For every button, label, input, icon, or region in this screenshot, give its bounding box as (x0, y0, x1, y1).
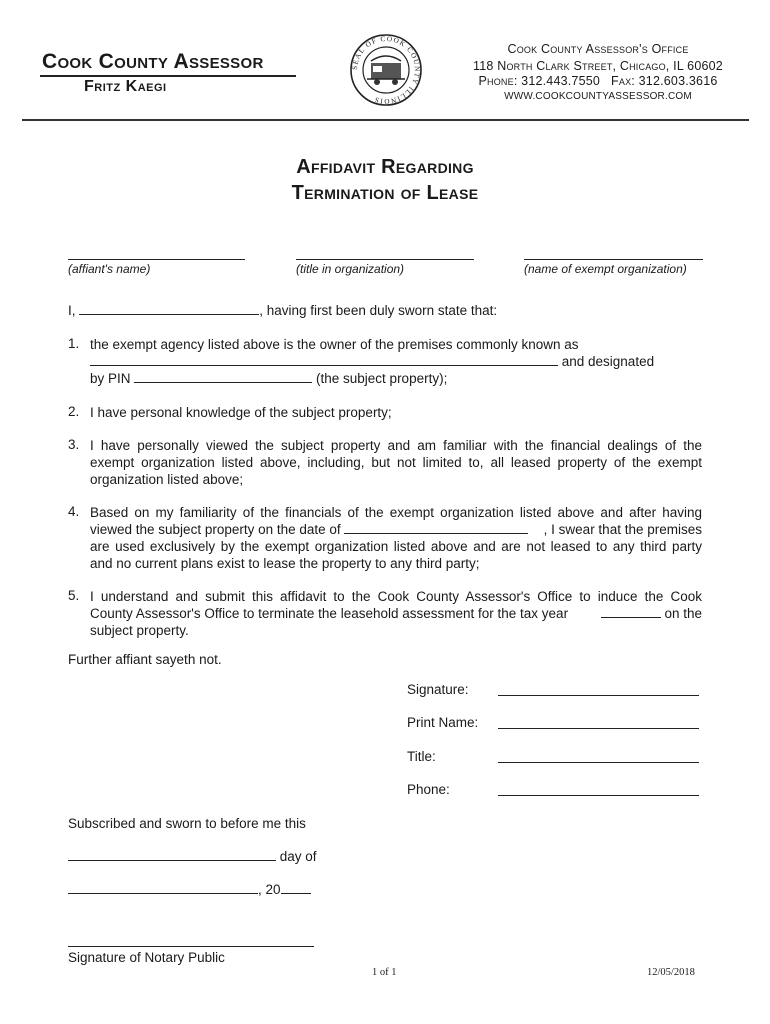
tax-year-field[interactable] (601, 605, 661, 618)
signature-label: Signature: (407, 682, 469, 697)
document-title-line2: Termination of Lease (291, 182, 479, 204)
item-1-line2: and designated (90, 353, 702, 370)
item-number: 4. (68, 504, 80, 519)
intro-statement: I, , having first been duly sworn state that: (68, 303, 498, 318)
office-name: Cook County Assessor's Office (507, 42, 689, 56)
notary-sworn-text: Subscribed and sworn to before me this (68, 816, 306, 831)
title-in-org-caption: (title in organization) (296, 262, 405, 276)
title-label: Title: (407, 749, 436, 764)
affiant-name-field[interactable] (68, 259, 245, 260)
item-2-text: I have personal knowledge of the subject property; (90, 405, 392, 420)
print-name-field[interactable] (498, 728, 699, 729)
brand-name: Cook County Assessor (42, 50, 264, 73)
assessor-name: Fritz Kaegi (84, 78, 167, 95)
item-number: 3. (68, 437, 80, 452)
office-phone-fax: Phone: 312.443.7550 Fax: 312.603.3616 (478, 74, 718, 88)
header-divider (22, 119, 749, 121)
viewed-date-field[interactable] (344, 521, 528, 534)
notary-day-field[interactable] (68, 848, 276, 861)
print-name-label: Print Name: (407, 715, 479, 730)
brand-underline (40, 75, 296, 77)
declarant-name-field[interactable] (79, 302, 259, 315)
closing-statement: Further affiant sayeth not. (68, 652, 222, 667)
revision-date: 12/05/2018 (647, 967, 695, 978)
item-5-text: I understand and submit this affidavit to the Cook County Assessor's Office to induce the Cook County Assessor's Office to terminate the leasehold assessment for the tax year on the subject property. (90, 589, 702, 638)
notary-month-field[interactable] (68, 881, 258, 894)
phone-field[interactable] (498, 795, 699, 796)
page-number: 1 of 1 (372, 967, 397, 978)
item-3-text: I have personally viewed the subject property and am familiar with the financial dealings of the exempt organization listed above, including, but not limited to, all leased property of the exempt organization listed above; (90, 438, 702, 487)
affiant-name-caption: (affiant's name) (68, 262, 151, 276)
document-title-line1: Affidavit Regarding (296, 156, 474, 178)
item-number: 2. (68, 404, 80, 419)
item-1-line1: the exempt agency listed above is the owner of the premises commonly known as (90, 337, 579, 352)
premises-address-field[interactable] (90, 353, 558, 366)
office-website[interactable]: WWW.COOKCOUNTYASSESSOR.COM (504, 91, 692, 102)
item-4-text: Based on my familiarity of the financials of the exempt organization listed above and after having viewed the subject property on the date of , I swear that the premises are used exclusively by the exempt organization listed above and are not leased to any third party and no current plans exist to lease the property to any third party; (90, 505, 702, 571)
notary-day-line: day of (68, 848, 317, 865)
item-number: 5. (68, 588, 80, 603)
notary-year-line: , 20 (68, 881, 311, 898)
notary-signature-label: Signature of Notary Public (68, 950, 225, 965)
exempt-org-field[interactable] (524, 259, 703, 260)
item-number: 1. (68, 336, 80, 351)
title-in-org-field[interactable] (296, 259, 474, 260)
county-seal-icon (349, 33, 423, 107)
phone-label: Phone: (407, 782, 450, 797)
exempt-org-caption: (name of exempt organization) (524, 262, 687, 276)
pin-field[interactable] (134, 370, 312, 383)
item-1-line3: by PIN (the subject property); (90, 371, 448, 386)
signature-field[interactable] (498, 695, 699, 696)
title-field[interactable] (498, 762, 699, 763)
office-address: 118 North Clark Street, Chicago, IL 60602 (473, 59, 723, 73)
notary-signature-field[interactable] (68, 946, 314, 947)
seal-text: SEAL OF COOK COUNTY ILLINOIS (350, 34, 422, 106)
notary-year-field[interactable] (281, 881, 311, 894)
